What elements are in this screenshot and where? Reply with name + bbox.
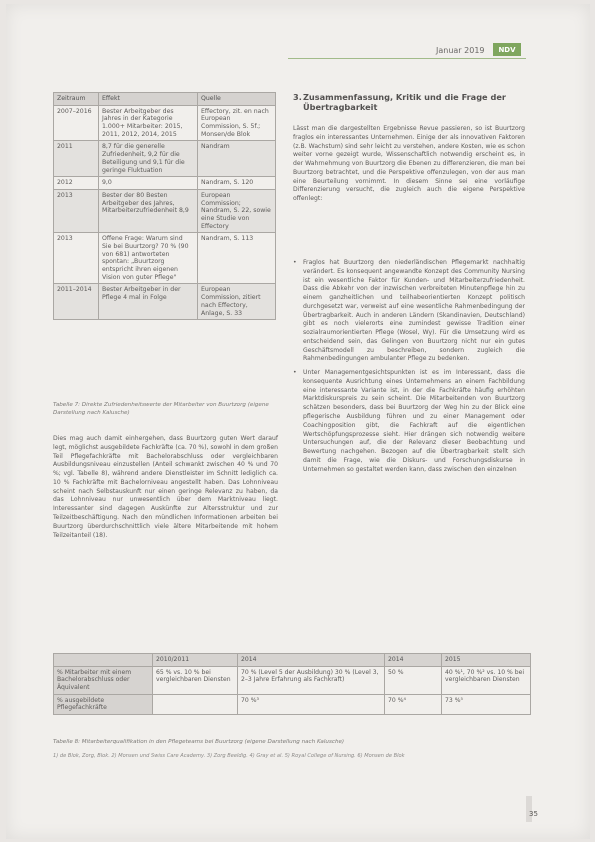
row-label: % ausgebildete Pflegefachkräfte bbox=[54, 694, 153, 714]
column-header: 2010/2011 bbox=[153, 654, 238, 667]
list-item bbox=[293, 259, 525, 364]
column-header: 2015 bbox=[442, 654, 531, 667]
table-8-caption: Tabelle 8: Mitarbeiterqualifikation in den Pflegeteams bei Buurtzorg (eigene Darstellung nach Kalusche) bbox=[53, 739, 345, 745]
header-rule bbox=[288, 58, 526, 59]
table-row bbox=[54, 189, 276, 232]
section-number: 3. bbox=[293, 92, 302, 102]
table-row bbox=[54, 666, 531, 694]
body-paragraph: Dies mag auch damit einhergehen, dass Buurtzorg guten Wert darauf legt, möglichst ausgebildete Fachkräfte (ca. 70 %), sowohl in dem großen Teil Pflegefachkräfte mit Bachelorabschluss oder vergleichbaren Ausbildungsniveau einzustellen (Anteil schwankt zwischen 40 % und 70 %; vgl. Tabelle 8), während andere Dienstleister im Schnitt lediglich ca. 10 % Fachkräfte mit Bachelorniveau angestellt haben. Das Lohnniveau scheint nach Selbstauskunft nur einen geringe Relevanz zu haben, da das Lohnniveau nur unwesentlich über dem Marktniveau liegt. Interessanter sind dagegen Auskünfte zur Altersstruktur und zur Teilzeitbeschäftigung. Nach den mündlichen Informationen arbeiten bei Buurtzorg überdurchschnittlich viele ältere Mitarbeitende mit hohem Teilzeitanteil (18). bbox=[53, 435, 278, 539]
bullet-icon: • bbox=[293, 369, 297, 377]
table-row bbox=[54, 105, 276, 141]
table-row bbox=[54, 177, 276, 190]
table-7 bbox=[53, 92, 276, 320]
table-7-caption: Tabelle 7: Direkte Zufriedenheitswerte der Mitarbeiter von Buurtzorg (eigene Darstellung nach Kalusche) bbox=[53, 402, 269, 416]
document-page bbox=[6, 4, 590, 839]
table-cell: 50 % bbox=[385, 666, 442, 694]
table-cell: 9,0 bbox=[99, 177, 198, 190]
table-cell: 2007–2016 bbox=[54, 105, 99, 141]
column-header: 2014 bbox=[385, 654, 442, 667]
bullet-text: Fraglos hat Buurtzorg den niederländischen Pflegemarkt nachhaltig verändert. Es konsequent angewandte Konzept des Community Nursing ist ein wesentliche Faktor für Kunden- und Mitarbeiterzufriedenheit. Dass die Abkehr von der inzwischen verbreiteten Minutenpflege hin zu einem ganzheitlichen und teilhabeorientierten Konzept politisch durchgesetzt war, verweist auf eine wesentliche Rahmenbedingung der Übertragbarkeit. Auch in anderen Ländern (Skandinavien, Deutschland) gibt es noch vielerorts eine zumindest gewisse Tradition einer sozialraumorientierten Pflege (Wosel, Wy). Für die Umsetzung wird es entscheidend sein, das Gelingen von Buurtzorg nicht nur ein gutes Geschäftsmodell zu beschreiben, sondern zugleich die Rahmenbedingungen ambulanter Pflege zu bedenken. bbox=[303, 259, 525, 363]
table-8 bbox=[53, 653, 531, 715]
table-cell: 70 %³ bbox=[238, 694, 385, 714]
column-header: Effekt bbox=[99, 93, 198, 106]
table-cell: Bester Arbeitgeber des Jahres in der Kategorie 1.000+ Mitarbeiter: 2015, 2011, 2012, 2014, 2015 bbox=[99, 105, 198, 141]
table-cell: Bester der 80 Besten Arbeitgeber des Jahres, Mitarbeiterzufriedenheit 8,9 bbox=[99, 189, 198, 232]
table-cell: Nandram bbox=[198, 141, 276, 177]
table-cell: 65 % vs. 10 % bei vergleichbaren Diensten bbox=[153, 666, 238, 694]
section-title: Zusammenfassung, Kritik und die Frage der Übertragbarkeit bbox=[303, 92, 506, 112]
column-header bbox=[54, 654, 153, 667]
table-header-row bbox=[54, 654, 531, 667]
table-cell: 2011–2014 bbox=[54, 284, 99, 320]
table-cell: Nandram, S. 120 bbox=[198, 177, 276, 190]
table-cell: 73 %⁵ bbox=[442, 694, 531, 714]
page-number: 35 bbox=[529, 810, 538, 818]
header-date: Januar 2019 bbox=[436, 46, 485, 55]
table-header-row bbox=[54, 93, 276, 106]
table-cell: 2013 bbox=[54, 189, 99, 232]
column-header: Zeitraum bbox=[54, 93, 99, 106]
list-item bbox=[293, 369, 525, 474]
row-label: % Mitarbeiter mit einem Bachelorabschluss oder Äquivalent bbox=[54, 666, 153, 694]
table-cell: 70 %⁴ bbox=[385, 694, 442, 714]
table-row bbox=[54, 233, 276, 284]
table-cell: 2012 bbox=[54, 177, 99, 190]
table-row bbox=[54, 694, 531, 714]
journal-badge: NDV bbox=[493, 43, 521, 56]
table-cell: Nandram, S. 113 bbox=[198, 233, 276, 284]
table-cell: European Commission; Nandram, S. 22, sowie eine Studie von Effectory bbox=[198, 189, 276, 232]
column-header: Quelle bbox=[198, 93, 276, 106]
footnotes: 1) de Blok, Zorg, Blok. 2) Monsen und Swiss Care Academy. 3) Zorg Beeldig. 4) Gray et al. 5) Royal College of Nursing. 6) Monsen de Blok bbox=[53, 753, 405, 759]
table-cell: 2013 bbox=[54, 233, 99, 284]
table-cell: 8,7 für die generelle Zufriedenheit, 9,2 für die Beteiligung und 9,1 für die geringe Fluktuation bbox=[99, 141, 198, 177]
table-cell: Bester Arbeitgeber in der Pflege 4 mal in Folge bbox=[99, 284, 198, 320]
table-cell: Offene Frage: Warum sind Sie bei Buurtzorg? 70 % (90 von 681) antworteten spontan: „Buurtzorg entspricht ihren eigenen Vision von guter Pflege" bbox=[99, 233, 198, 284]
table-cell: European Commission, zitiert nach Effectory, Anlage, S. 33 bbox=[198, 284, 276, 320]
section-heading bbox=[293, 92, 525, 112]
table-cell bbox=[153, 694, 238, 714]
table-cell: Effectory, zit. en nach European Commission, S. 5f.; Monsen/de Blok bbox=[198, 105, 276, 141]
table-cell: 40 %¹, 70 %² vs. 10 % bei vergleichbaren Diensten bbox=[442, 666, 531, 694]
margin-mark bbox=[526, 796, 532, 822]
table-cell: 70 % (Level 5 der Ausbildung) 30 % (Level 3, 2–3 Jahre Erfahrung als Fachkraft) bbox=[238, 666, 385, 694]
bullet-list bbox=[293, 259, 525, 479]
bullet-text: Unter Managementgesichtspunkten ist es im Interessant, dass die konsequente Ausrichtung eines Unternehmens an einem Fachbildung eine interessante Variante ist, in der die Fachkräfte häufig erhöhten Marktdiskurspreis zu sein scheint. Die Mitarbeitenden von Buurtzorg schätzen besonders, dass bei Buurtzorg der Weg hin zu der Blick eine pflegerische Ausbildung führen und zu einer Management oder Coachingposition gibt, die Fachkraft auf die eigentlichen Wertschöpfungsprozesse sieht. Hier drängen sich notwendig weitere Untersuchungen auf, die der Relevanz dieser Beobachtung und Bewertung nachgehen. Bezogen auf die Übertragbarkeit stellt sich damit die Frage, wie die Diskurs- und Forschungsdiskurse in Unternehmen so gestaltet werden kann, dass zwischen den einzelnen bbox=[303, 369, 525, 473]
table-cell: 2011 bbox=[54, 141, 99, 177]
section-intro: Lässt man die dargestellten Ergebnisse Revue passieren, so ist Buurtzorg fraglos ein interessantes Unternehmen. Einige der als innovativen Faktoren (z.B. Wachstum) sind sehr leicht zu verstehen, andere Kosten, wie es schon weiter vorne gezeigt wurde, Wissenschaftlich notwendig erscheint es, in der Wahrnehmung von Buurtzorg die Ebenen zu differenzieren, die man bei Buurtzorg betrachtet, und die Perspektive offenzulegen, von der aus man eine Beurteilung vornimmt. In diesem Sinne sei eine vorläufige Differenzierung versucht, die zugleich auch die eigene Perspektive offenlegt: bbox=[293, 125, 525, 203]
table-row bbox=[54, 141, 276, 177]
bullet-icon: • bbox=[293, 259, 297, 266]
column-header: 2014 bbox=[238, 654, 385, 667]
table-row bbox=[54, 284, 276, 320]
